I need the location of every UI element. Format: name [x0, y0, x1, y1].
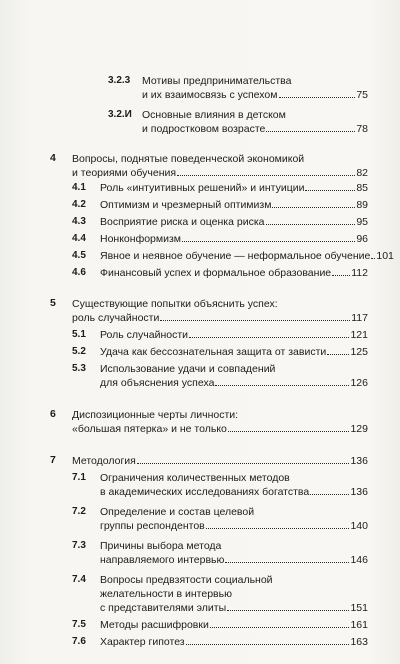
section-title-line: с представителями элиты	[100, 602, 227, 614]
section-number: 7.5	[72, 619, 86, 630]
page-number: 117	[351, 312, 368, 324]
dot-leader	[215, 385, 349, 386]
section-number: 4.2	[72, 199, 86, 210]
section-title: Явное и неявное обучение — неформальное обучение	[100, 250, 371, 262]
section-number: 7.3	[72, 540, 86, 551]
toc-entry-4-2	[72, 198, 368, 212]
page-number: 89	[356, 199, 368, 211]
section-title-line: Вопросы предвзятости социальной	[100, 574, 273, 586]
toc-entry-4-1	[72, 181, 368, 195]
dot-leader	[182, 241, 355, 242]
page-number: 136	[350, 486, 368, 498]
page-number: 85	[356, 182, 368, 194]
toc-entry-7-4	[72, 573, 368, 615]
section-title: Нонконформизм	[100, 233, 182, 245]
toc-entry-7-5	[72, 618, 368, 632]
table-of-contents	[50, 74, 394, 649]
dot-leader	[186, 644, 350, 645]
section-number: 4.1	[72, 182, 86, 193]
toc-entry-7-6	[72, 635, 368, 649]
section-title-line: Определение и состав целевой	[100, 506, 255, 518]
dot-leader	[371, 258, 375, 259]
page-number: 163	[350, 636, 368, 648]
section-number: 3.2.3	[108, 75, 131, 86]
chapter-number: 4	[50, 152, 56, 164]
toc-chapter-7	[50, 454, 368, 649]
section-title-line: и их взаимосвязь с успехом	[142, 89, 278, 101]
section-title-line: Ограничения количественных методов	[100, 472, 290, 484]
section-number: 7.2	[72, 506, 86, 517]
page-number: 151	[350, 602, 368, 614]
page-number: 75	[356, 89, 368, 101]
page-number: 112	[351, 267, 368, 279]
section-number: 5.3	[72, 363, 86, 374]
section-number: 4.6	[72, 267, 86, 278]
section-number: 5.1	[72, 329, 86, 340]
section-title-line: направляемого интервью	[100, 554, 225, 566]
toc-entry-7-3	[72, 539, 368, 567]
chapter-number: 5	[50, 297, 56, 309]
dot-leader	[189, 337, 349, 338]
toc-chapter-5	[50, 297, 368, 390]
dot-leader	[332, 275, 350, 276]
section-title-line: группы респондентов	[100, 520, 205, 532]
page-number: 82	[356, 167, 368, 179]
page-number: 140	[350, 520, 368, 532]
dot-leader	[327, 354, 349, 355]
section-title-line: Причины выбора метода	[100, 540, 222, 552]
chapter-number: 6	[50, 408, 56, 420]
page-number: 121	[350, 329, 368, 341]
section-title: Оптимизм и чрезмерный оптимизм	[100, 199, 272, 211]
section-number: 7.1	[72, 472, 86, 483]
toc-entry-5-2	[72, 345, 368, 359]
section-title: Методы расшифровки	[100, 619, 209, 631]
dot-leader	[266, 131, 355, 132]
toc-entry-7-1	[72, 471, 368, 499]
section-title: Роль случайности	[100, 329, 189, 341]
toc-chapter-6	[50, 408, 368, 436]
section-title: Роль «интуитивных решений» и интуиции	[100, 182, 305, 194]
toc-entry-4-6	[72, 266, 368, 280]
page-number: 78	[356, 123, 368, 135]
page-number: 125	[350, 346, 368, 358]
page-number: 126	[350, 377, 368, 389]
chapter-title-line: Диспозиционные черты личности:	[72, 409, 239, 421]
section-title-line: для объяснения успеха	[100, 377, 215, 389]
section-title: Восприятие риска и оценка риска	[100, 216, 265, 228]
page-number: 129	[350, 423, 368, 435]
section-title: Финансовый успех и формальное образование	[100, 267, 332, 279]
page-number: 96	[356, 233, 368, 245]
dot-leader	[310, 494, 349, 495]
chapter-title-line: роль случайности	[72, 312, 160, 324]
toc-entry-4-4	[72, 232, 368, 246]
section-title-line: Использование удачи и совпадений	[100, 363, 276, 375]
section-number: 4.4	[72, 233, 86, 244]
dot-leader	[225, 562, 349, 563]
chapter-title-line: Существующие попытки объяснить успех:	[72, 298, 278, 310]
chapter-title-line: и теориями обучения	[72, 167, 177, 179]
toc-chapter-4	[50, 152, 394, 280]
page-number: 136	[350, 455, 368, 467]
dot-leader	[177, 175, 355, 176]
toc-entry-7-2	[72, 505, 368, 533]
chapter-title-line: «большая пятерка» и не только	[72, 423, 227, 435]
page-number: 146	[350, 554, 368, 566]
section-title-line: в академических исследованиях богатства	[100, 486, 310, 498]
section-number: 7.6	[72, 636, 86, 647]
toc-entry-5-1	[72, 328, 368, 342]
dot-leader	[227, 610, 349, 611]
chapter-number: 7	[50, 454, 56, 466]
toc-entry-4-3	[72, 215, 368, 229]
toc-entry-3-2-3	[108, 74, 368, 102]
section-number: 4.5	[72, 250, 86, 261]
dot-leader	[206, 528, 350, 529]
dot-leader	[266, 224, 356, 225]
section-title-line: и подростковом возрасте	[142, 123, 266, 135]
toc-entry-3-2-4	[108, 108, 368, 136]
section-number: 4.3	[72, 216, 86, 227]
section-title-line: желательности в интервью	[100, 588, 232, 600]
dot-leader	[228, 431, 350, 432]
chapter-title-line: Вопросы, поднятые поведенческой экономикой	[72, 153, 305, 165]
dot-leader	[272, 207, 355, 208]
toc-entry-5-3	[72, 362, 368, 390]
section-number: 3.2.И	[108, 109, 132, 120]
section-number: 7.4	[72, 574, 86, 585]
section-title: Характер гипотез	[100, 636, 185, 648]
section-title: Удача как бессознательная защита от зависти	[100, 346, 327, 358]
section-title-line: Мотивы предпринимательства	[142, 75, 292, 87]
dot-leader	[305, 190, 355, 191]
toc-entry-4-5	[72, 249, 394, 263]
page-number: 161	[350, 619, 368, 631]
section-title-line: Основные влияния в детском	[142, 109, 286, 121]
page-number: 95	[356, 216, 368, 228]
section-number: 5.2	[72, 346, 86, 357]
dot-leader	[137, 463, 350, 464]
dot-leader	[210, 627, 350, 628]
chapter-title: Методология	[72, 455, 136, 467]
dot-leader	[279, 97, 356, 98]
dot-leader	[160, 320, 350, 321]
page-number: 101	[376, 250, 394, 262]
